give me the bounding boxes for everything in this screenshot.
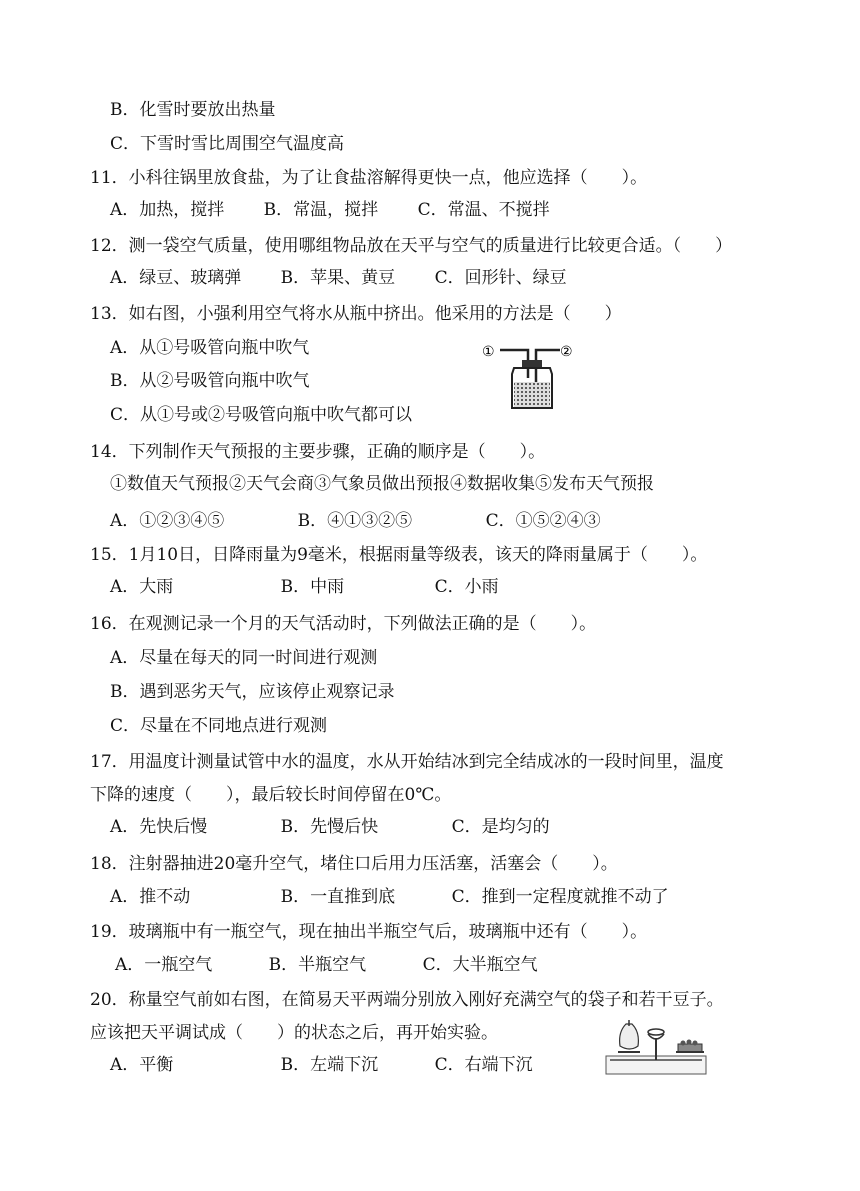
q17-stem-continued: 下降的速度（ ），最后较长时间停留在0℃。 — [90, 785, 452, 805]
q11-stem: 11．小科往锅里放食盐，为了让食盐溶解得更快一点，他应选择（ ）。 — [90, 168, 648, 188]
q19-stem: 19．玻璃瓶中有一瓶空气，现在抽出半瓶空气后，玻璃瓶中还有（ ）。 — [90, 922, 648, 942]
q15-stem: 15．1月10日，日降雨量为9毫米，根据雨量等级表，该天的降雨量属于（ ）。 — [90, 545, 708, 565]
q18-stem: 18．注射器抽进20毫升空气，堵住口后用力压活塞，活塞会（ ）。 — [90, 854, 618, 874]
q16-option-c: C．尽量在不同地点进行观测 — [110, 716, 328, 736]
q14-stem: 14．下列制作天气预报的主要步骤，正确的顺序是（ ）。 — [90, 442, 546, 462]
q16-option-a: A．尽量在每天的同一时间进行观测 — [110, 648, 378, 668]
q10-option-c: C．下雪时雪比周围空气温度高 — [110, 134, 345, 154]
q19-options: A．一瓶空气 B．半瓶空气 C．大半瓶空气 — [115, 955, 538, 975]
q13-option-c: C．从①号或②号吸管向瓶中吹气都可以 — [110, 405, 413, 425]
q20-options: A．平衡 B．左端下沉 C．右端下沉 — [110, 1055, 533, 1075]
tube-label-2: ② — [560, 344, 573, 360]
q18-options: A．推不动 B．一直推到底 C．推到一定程度就推不动了 — [110, 887, 669, 907]
q20-stem-continued: 应该把天平调试成（ ）的状态之后，再开始实验。 — [90, 1023, 498, 1043]
q14-options: A．①②③④⑤ B．④①③②⑤ C．①⑤②④③ — [110, 511, 601, 531]
q12-options: A．绿豆、玻璃弹 B．苹果、黄豆 C．回形针、绿豆 — [110, 268, 567, 288]
q13-option-b: B．从②号吸管向瓶中吹气 — [110, 371, 310, 391]
bottle-figure — [480, 338, 580, 412]
q11-options: A．加热，搅拌 B．常温，搅拌 C．常温、不搅拌 — [110, 200, 550, 220]
q14-steps: ①数值天气预报②天气会商③气象员做出预报④数据收集⑤发布天气预报 — [110, 474, 654, 494]
tube-label-1: ① — [482, 344, 495, 360]
q16-stem: 16．在观测记录一个月的天气活动时，下列做法正确的是（ ）。 — [90, 614, 597, 634]
q17-options: A．先快后慢 B．先慢后快 C．是均匀的 — [110, 817, 550, 837]
q13-stem: 13．如右图，小强利用空气将水从瓶中挤出。他采用的方法是（ ） — [90, 304, 622, 324]
q20-stem: 20．称量空气前如右图，在简易天平两端分别放入刚好充满空气的袋子和若干豆子。 — [90, 990, 724, 1010]
q15-options: A．大雨 B．中雨 C．小雨 — [110, 577, 499, 597]
q17-stem: 17．用温度计测量试管中水的温度，水从开始结冰到完全结成冰的一段时间里，温度 — [90, 752, 724, 772]
q10-option-b: B．化雪时要放出热量 — [110, 100, 276, 120]
q12-stem: 12．测一袋空气质量，使用哪组物品放在天平与空气的质量进行比较更合适。（ ） — [90, 236, 733, 256]
balance-figure — [604, 1018, 708, 1078]
q16-option-b: B．遇到恶劣天气，应该停止观察记录 — [110, 682, 395, 702]
q13-option-a: A．从①号吸管向瓶中吹气 — [110, 338, 310, 358]
